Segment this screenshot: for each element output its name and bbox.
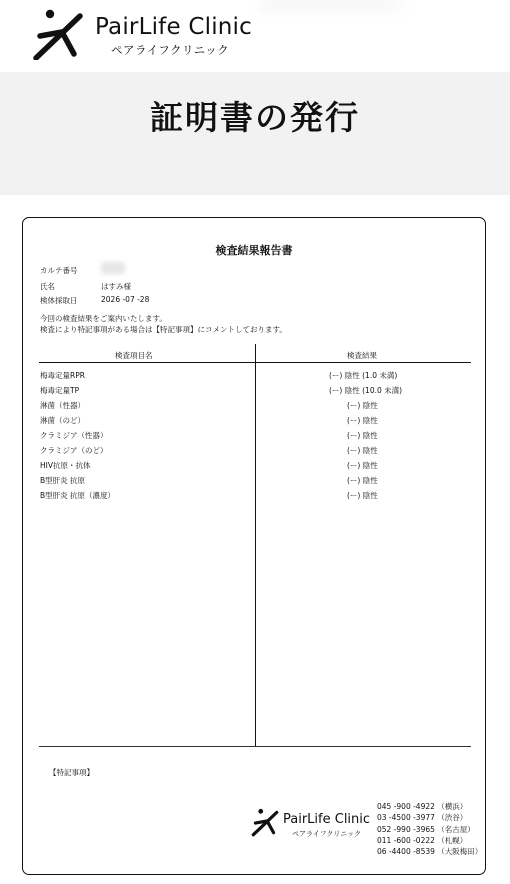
column-header-result: 検査結果 xyxy=(347,351,377,360)
test-item: 梅毒定量RPR xyxy=(40,371,85,380)
report-title: 検査結果報告書 xyxy=(215,244,293,257)
phone-number: 045 -900 -4922 （横浜） xyxy=(377,802,468,811)
brand-name[interactable]: PairLife Clinic xyxy=(95,14,252,40)
test-item: B型肝炎 抗原 xyxy=(40,476,86,485)
test-item: 淋菌（性器） xyxy=(40,401,85,410)
patient-name-value: はすみ様 xyxy=(101,282,131,291)
test-result: (ー) 陰性 xyxy=(347,401,378,410)
test-item: B型肝炎 抗原（濃度） xyxy=(40,491,116,500)
sample-date-value: 2026 -07 -28 xyxy=(101,295,150,304)
test-result: (ー) 陰性 xyxy=(347,461,378,470)
chart-number-label: カルテ番号 xyxy=(40,266,78,275)
test-item: クラミジア（のど） xyxy=(40,446,108,455)
test-result: (ー) 陰性 xyxy=(347,446,378,455)
footer-brand-name: PairLife Clinic xyxy=(283,812,371,827)
sample-date-label: 検体採取日 xyxy=(40,296,78,305)
table-bottom-line xyxy=(39,746,471,747)
footer-brand-name-ja: ペアライフクリニック xyxy=(292,830,361,838)
test-result: (ー) 陰性 xyxy=(347,416,378,425)
test-item: 淋菌（のど） xyxy=(40,416,85,425)
certificate-document xyxy=(22,217,486,875)
remarks-label: 【特記事項】 xyxy=(49,768,94,777)
page-title: 証明書の発行 xyxy=(150,98,360,137)
test-result: (ー) 陰性 xyxy=(347,431,378,440)
test-result: (ー) 陰性 xyxy=(347,476,378,485)
chart-number-redacted xyxy=(101,262,125,274)
brand-name-ja: ペアライフクリニック xyxy=(111,43,230,57)
phone-number: 03 -4500 -3977 （渋谷） xyxy=(377,813,468,823)
column-divider xyxy=(255,344,256,746)
test-item: HIV抗原・抗体 xyxy=(40,461,91,470)
test-result: (ー) 陰性 (10.0 未満) xyxy=(329,386,403,395)
patient-name-label: 氏名 xyxy=(40,282,55,291)
clinic-logo-icon[interactable] xyxy=(28,8,88,60)
note-line: 検査により特記事項がある場合は【特記事項】にコメントしております。 xyxy=(40,325,287,334)
top-shadow xyxy=(260,0,400,10)
phone-number: 052 -990 -3965 （名古屋） xyxy=(377,824,475,834)
column-header-item: 検査項目名 xyxy=(115,351,153,360)
site-header xyxy=(0,0,510,72)
test-result: (ー) 陰性 xyxy=(347,491,378,500)
clinic-phone-list xyxy=(377,801,482,857)
footer-logo-icon xyxy=(249,807,281,837)
test-item: 梅毒定量TP xyxy=(40,386,80,395)
test-item: クラミジア（性器） xyxy=(40,431,108,440)
test-result: (ー) 陰性 (1.0 未満) xyxy=(329,371,398,380)
phone-number: 011 -600 -0222 （札幌） xyxy=(377,835,468,845)
phone-number: 06 -4400 -8539 （大阪梅田） xyxy=(377,847,483,857)
note-line: 今回の検査結果をご案内いたします。 xyxy=(40,314,167,323)
